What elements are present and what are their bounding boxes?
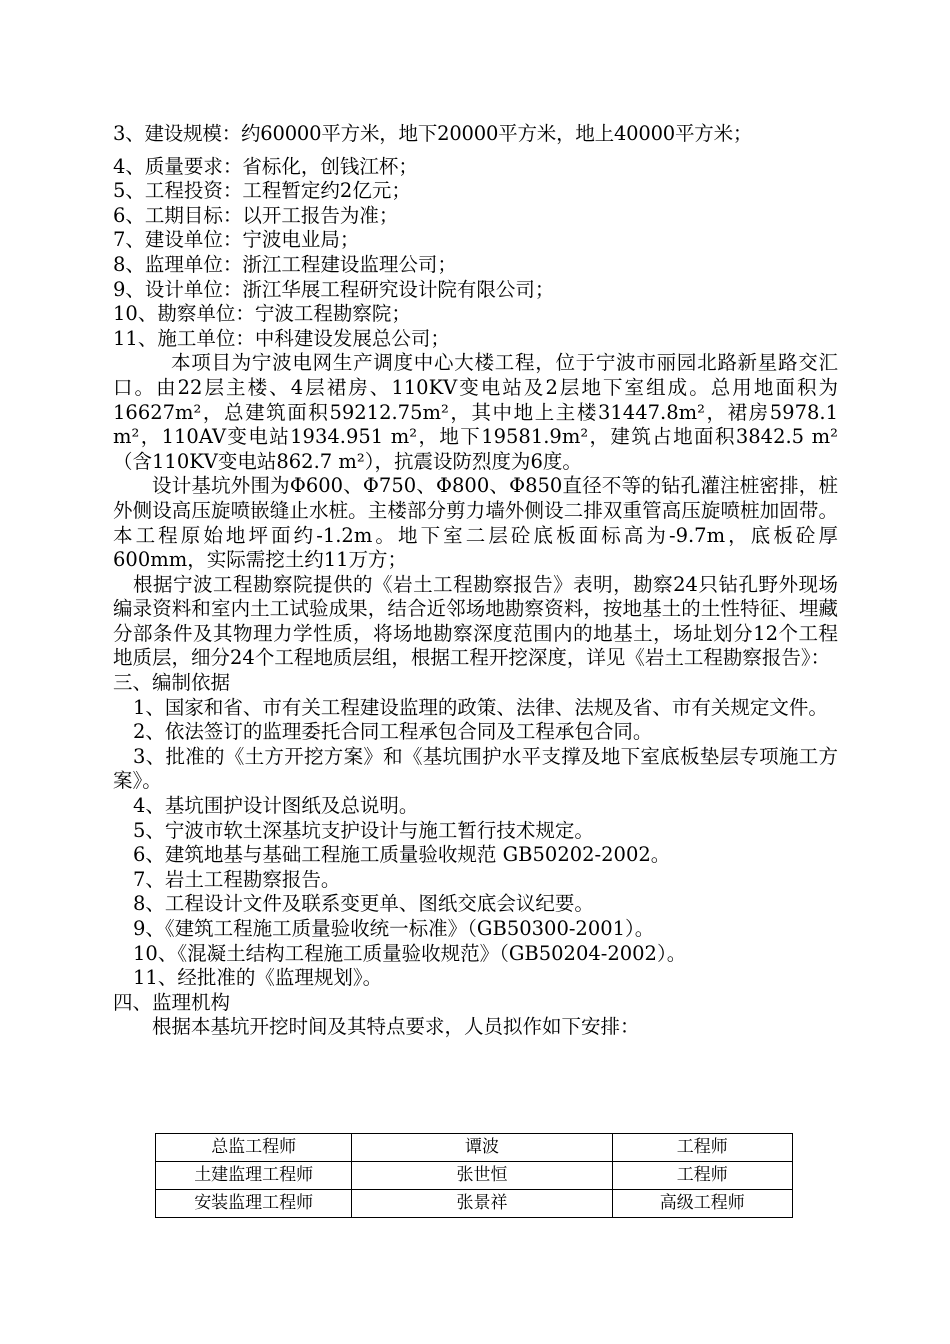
paragraph-pit-design: 设计基坑外围为Φ600、Φ750、Φ800、Φ850直径不等的钻孔灌注桩密排，桩外侧设高压旋喷嵌缝止水桩。主楼部分剪力墙外侧设二排双重管高压旋喷桩加固带。本工程原始地坪面约-1.2m。地下室二层砼底板面标高为-9.7m，底板砼厚600mm，实际需挖土约11万方； [113,474,838,572]
document-body [113,122,838,1040]
item-supervisor: 8、监理单位：浙江工程建设监理公司； [113,252,457,276]
table-cell-title: 高级工程师 [612,1190,792,1218]
basis-item: 7、岩土工程勘察报告。 [133,867,341,891]
basis-item: 9、《建筑工程施工质量验收统一标准》（GB50300-2001）。 [133,917,655,940]
table-cell-role: 安装监理工程师 [156,1190,352,1218]
staff-table [155,1133,793,1218]
table-cell-role: 总监工程师 [156,1134,352,1162]
item-investment: 5、工程投资：工程暂定约2亿元； [113,179,411,203]
section-heading-organization: 四、监理机构 [113,990,231,1014]
basis-item: 1、国家和省、市有关工程建设监理的政策、法律、法规及省、市有关规定文件。 [133,695,828,719]
item-owner: 7、建设单位：宁波电业局； [113,228,360,252]
table-cell-name: 谭波 [352,1134,612,1162]
item-quality: 4、质量要求：省标化，创钱江杯； [113,154,418,178]
table-cell-name: 张世恒 [352,1162,612,1190]
table-cell-role: 土建监理工程师 [156,1162,352,1190]
paragraph-project-overview: 本项目为宁波电网生产调度中心大楼工程，位于宁波市丽园北路新星路交汇口。由22层主楼、4层裙房、110KV变电站及2层地下室组成。总用地面积为16627m²，总建筑面积59212.75m²，其中地上主楼31447.8m²，裙房5978.1 m²，110AV变电站1934.951 m²，地下19581.9m²，建筑占地面积3842.5 m²（含110KV变电站862.7 m²），抗震设防烈度为6度。 [113,351,838,473]
table-row [156,1134,793,1162]
paragraph-survey: 根据宁波工程勘察院提供的《岩土工程勘察报告》表明，勘察24只钻孔野外现场编录资料和室内土工试验成果，结合近邻场地勘察资料，按地基土的土性特征、埋藏分部条件及其物理力学性质，将场地勘察深度范围内的地基土，场址划分12个工程地质层，细分24个工程地质层组，根据工程开挖深度，详见《岩土工程勘察报告》： [113,572,838,670]
basis-item: 10、《混凝土结构工程施工质量验收规范》（GB50204-2002）。 [133,941,687,965]
item-surveyor: 10、勘察单位：宁波工程勘察院； [113,302,411,326]
basis-item: 4、基坑围护设计图纸及总说明。 [133,794,419,818]
table-row [156,1190,793,1218]
basis-item: 3、批准的《土方开挖方案》和《基坑围护水平支撑及地下室底板垫层专项施工方案》。 [113,744,838,793]
table-cell-title: 工程师 [612,1162,792,1190]
item-contractor: 11、施工单位：中科建设发展总公司； [113,326,450,350]
table-row [156,1162,793,1190]
section-heading-basis: 三、编制依据 [113,671,231,695]
item-designer: 9、设计单位：浙江华展工程研究设计院有限公司； [113,277,555,301]
basis-item: 11、经批准的《监理规划》。 [133,966,383,990]
basis-item: 8、工程设计文件及联系变更单、图纸交底会议纪要。 [133,892,594,916]
basis-item: 6、建筑地基与基础工程施工质量验收规范 GB50202-2002。 [133,843,671,867]
item-scale: 3、建设规模：约60000平方米，地下20000平方米，地上40000平方米； [113,122,753,145]
table-cell-name: 张景祥 [352,1190,612,1218]
basis-item: 5、宁波市软土深基坑支护设计与施工暂行技术规定。 [133,818,594,842]
item-schedule: 6、工期目标：以开工报告为准； [113,203,399,227]
table-cell-title: 工程师 [612,1134,792,1162]
basis-item: 2、依法签订的监理委托合同工程承包合同及工程承包合同。 [133,720,653,744]
staff-intro: 根据本基坑开挖时间及其特点要求，人员拟作如下安排： [152,1015,640,1039]
